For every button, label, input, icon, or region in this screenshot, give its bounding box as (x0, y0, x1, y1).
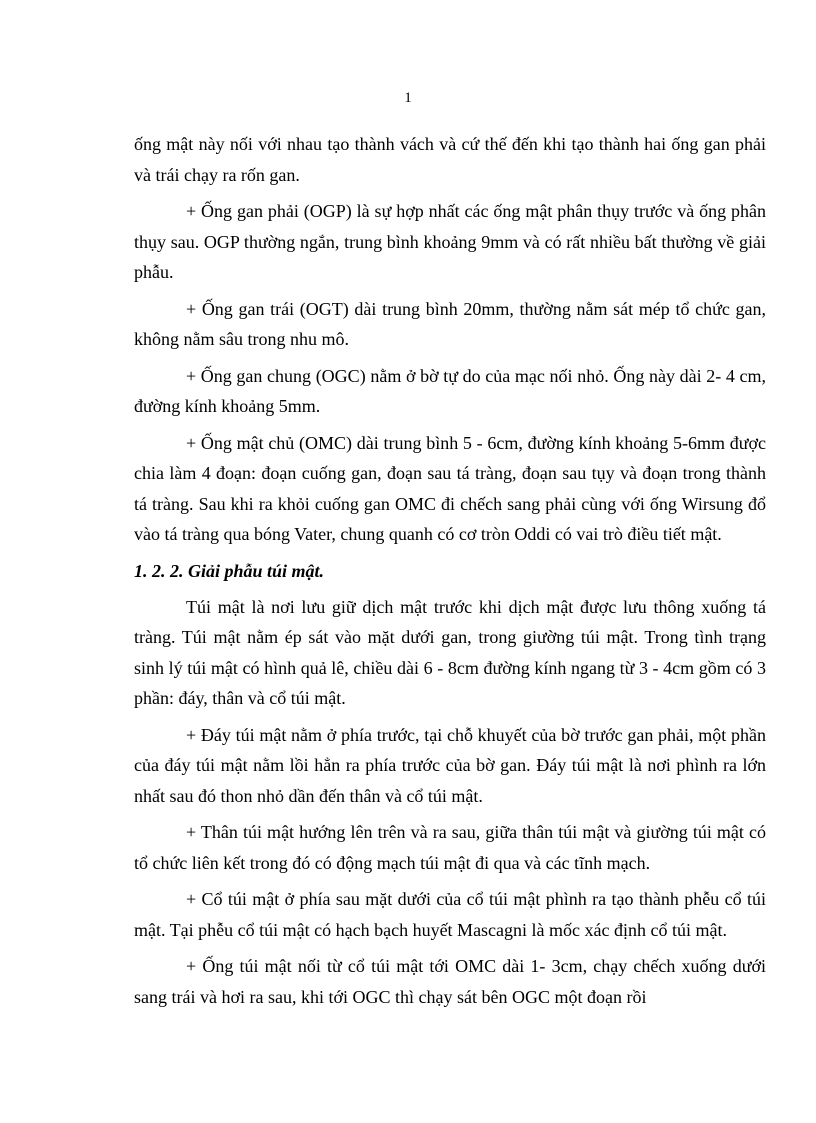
section-heading: 1. 2. 2. Giải phẫu túi mật. (134, 560, 325, 581)
paragraph: + Ống gan trái (OGT) dài trung bình 20mm, thường nằm sát mép tổ chức gan, không nằm sâu trong nhu mô. (134, 298, 766, 349)
paragraph: + Ống gan phải (OGP) là sự hợp nhất các ống mật phân thụy trước và ống phân thụy sau. OGP thường ngắn, trung bình khoảng 9mm và có rất nhiều bất thường về giải phẫu. (134, 201, 766, 282)
paragraph: + Ống túi mật nối từ cổ túi mật tới OMC dài 1- 3cm, chạy chếch xuống dưới sang trái và hơi ra sau, khi tới OGC thì chạy sát bên OGC một đoạn rồi (134, 956, 766, 1007)
page-body (134, 129, 766, 1018)
paragraph: + Đáy túi mật nằm ở phía trước, tại chỗ khuyết của bờ trước gan phải, một phần của đáy túi mật nằm lồi hẳn ra phía trước của bờ gan. Đáy túi mật là nơi phình ra lớn nhất sau đó thon nhỏ dần đến thân và cổ túi mật. (134, 724, 766, 806)
paragraph: + Cổ túi mật ở phía sau mặt dưới của cổ túi mật phình ra tạo thành phễu cổ túi mật. Tại phễu cổ túi mật có hạch bạch huyết Mascagni là mốc xác định cổ túi mật. (134, 889, 766, 940)
paragraph: + Ống mật chủ (OMC) dài trung bình 5 - 6cm, đường kính khoảng 5-6mm được chia làm 4 đoạn: đoạn cuống gan, đoạn sau tá tràng, đoạn sau tụy và đoạn trong thành tá tràng. Sau khi ra khỏi cuống gan OMC đi chếch sang phải cùng với ống Wirsung đổ vào tá tràng qua bóng Vater, chung quanh có cơ tròn Oddi có vai trò điều tiết mật. (134, 432, 766, 544)
paragraph: + Ống gan chung (OGC) nằm ở bờ tự do của mạc nối nhỏ. Ống này dài 2- 4 cm, đường kính khoảng 5mm. (134, 365, 766, 416)
paragraph: Túi mật là nơi lưu giữ dịch mật trước khi dịch mật được lưu thông xuống tá tràng. Túi mật nằm ép sát vào mặt dưới gan, trong giường túi mật. Trong tình trạng sinh lý túi mật có hình quả lê, chiều dài 6 - 8cm đường kính ngang từ 3 - 4cm gồm có 3 phần: đáy, thân và cổ túi mật. (134, 596, 766, 708)
page-number: 1 (404, 90, 412, 106)
paragraph: ống mật này nối với nhau tạo thành vách và cứ thế đến khi tạo thành hai ống gan phải và trái chạy ra rốn gan. (134, 134, 766, 185)
paragraph: + Thân túi mật hướng lên trên và ra sau, giữa thân túi mật và giường túi mật có tổ chức liên kết trong đó có động mạch túi mật đi qua và các tĩnh mạch. (134, 822, 766, 873)
